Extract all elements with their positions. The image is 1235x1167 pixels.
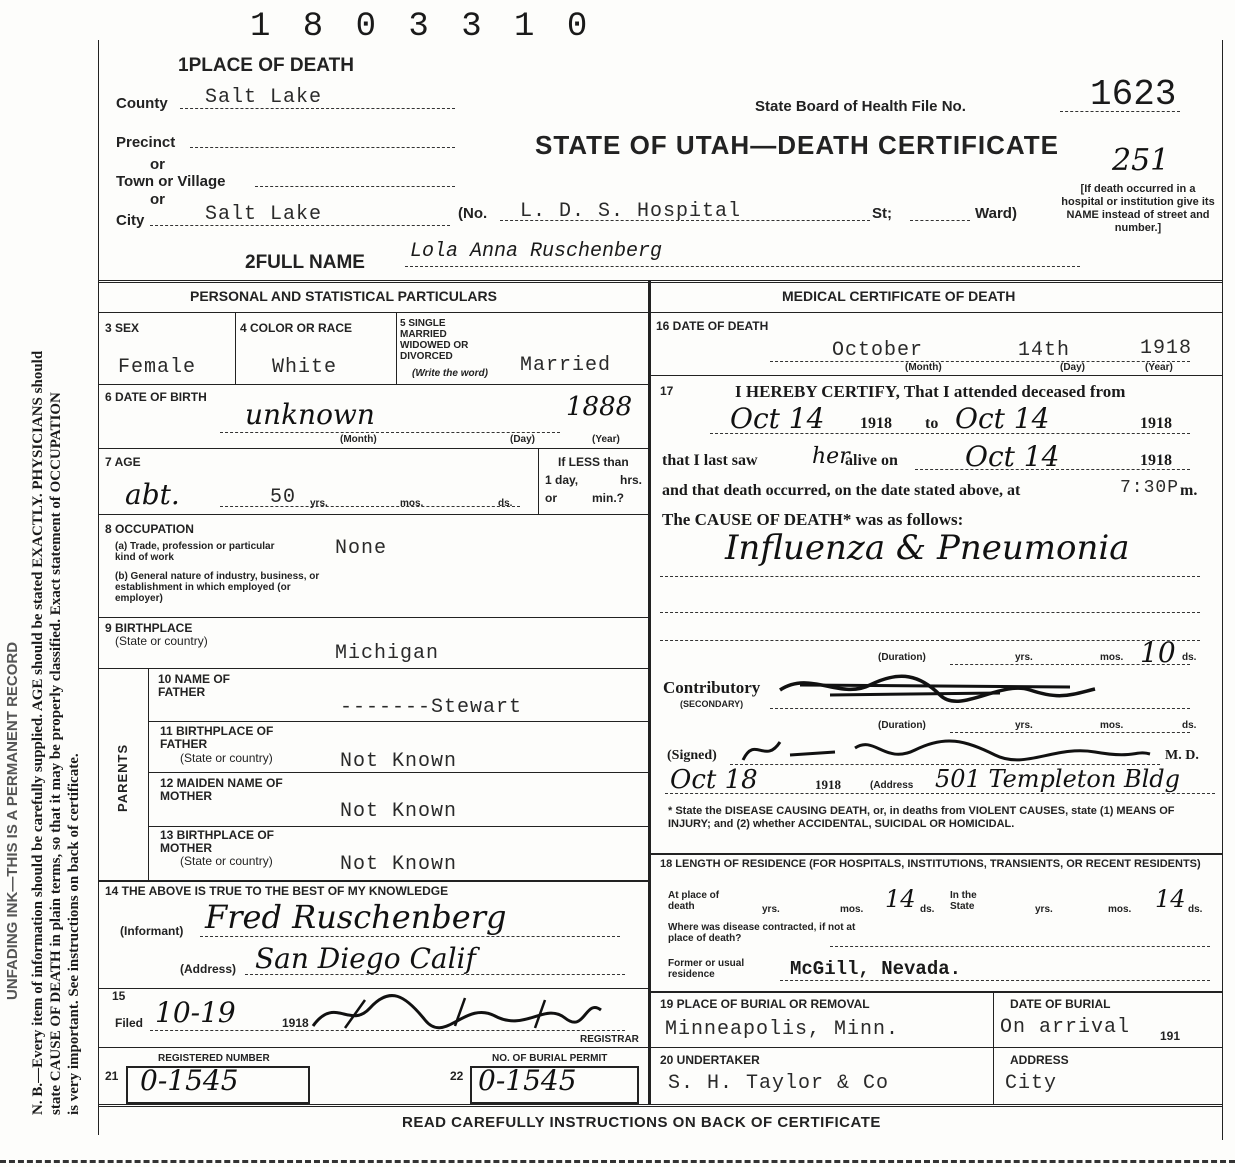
age-mos: mos. — [400, 498, 424, 509]
res-state-mos-value: 14 — [1155, 885, 1186, 913]
city-value: Salt Lake — [205, 203, 323, 226]
mother-birthplace-label: 13 BIRTHPLACE OF MOTHER — [160, 828, 275, 855]
dod-day: 14th — [1018, 339, 1071, 362]
dob-label: 6 DATE OF BIRTH — [105, 390, 207, 404]
dod-month-caption: (Month) — [905, 362, 942, 373]
contributory-label: Contributory — [663, 678, 761, 697]
burial-place-value: Minneapolis, Minn. — [665, 1018, 900, 1041]
dob-day-caption: (Day) — [510, 434, 536, 445]
side-note-line3: is very important. See instructions on back of certificate. — [66, 753, 82, 1115]
registrar-label: REGISTRAR — [580, 1034, 639, 1045]
birthplace-hint: (State or country) — [115, 634, 208, 648]
last-saw-her: her — [812, 444, 850, 469]
full-name-value: Lola Anna Ruschenberg — [410, 240, 663, 263]
alive-on-label: alive on — [845, 452, 898, 469]
undertaker-label: 20 UNDERTAKER — [660, 1053, 760, 1067]
town-label: Town or Village — [116, 173, 226, 190]
parents-label: PARENTS — [115, 743, 130, 812]
duration-yrs-1: yrs. — [1015, 652, 1033, 663]
serial-number: 1 8 0 3 3 1 0 — [250, 8, 594, 46]
marital-hint: (Write the word) — [412, 368, 488, 379]
informant-value: Fred Ruschenberg — [205, 898, 507, 936]
informant-address-label: (Address) — [180, 962, 237, 976]
marital-label: 5 SINGLE MARRIED WIDOWED OR DIVORCED — [400, 318, 469, 362]
hrs-label: hrs. — [620, 473, 643, 487]
or-label-2: or — [150, 191, 165, 208]
or-label: or — [545, 491, 557, 505]
place-of-death-heading: 1PLACE OF DEATH — [178, 55, 354, 76]
one-day-label: 1 day, — [545, 473, 579, 487]
age-value: 50 — [270, 486, 297, 509]
filed-label: Filed — [115, 1016, 144, 1030]
city-label: City — [116, 212, 145, 229]
father-birthplace-value: Not Known — [340, 750, 458, 773]
dob-month-caption: (Month) — [340, 434, 377, 445]
filed-value: 10-19 — [155, 996, 236, 1029]
mother-name-label: 12 MAIDEN NAME OF MOTHER — [160, 776, 283, 803]
sex-value: Female — [118, 356, 197, 379]
or-label-1: or — [150, 156, 165, 173]
residence-label: 18 LENGTH OF RESIDENCE (FOR HOSPITALS, INSTITUTIONS, TRANSIENTS, OR RECENT RESIDENTS) — [660, 858, 1201, 870]
res-place-mos-value: 14 — [885, 885, 916, 913]
date-burial-value: On arrival — [1000, 1016, 1131, 1039]
attended-from: Oct 14 — [730, 402, 825, 435]
last-saw-label: that I last saw — [662, 452, 758, 469]
attended-to: Oct 14 — [955, 402, 1050, 435]
occupation-label: 8 OCCUPATION — [105, 522, 194, 536]
death-time: 7:30P — [1120, 478, 1180, 498]
color-label: 4 COLOR OR RACE — [240, 321, 353, 335]
undertaker-address-value: City — [1005, 1072, 1058, 1095]
duration-label-1: (Duration) — [878, 652, 926, 663]
registered-number-value: 0-1545 — [140, 1064, 239, 1097]
mother-name-value: Not Known — [340, 800, 458, 823]
side-note-line2: state CAUSE OF DEATH in plain terms, so that it may be properly classified. Exact statement of OCCUPATION — [48, 392, 64, 1115]
registered-number-label: REGISTERED NUMBER — [158, 1053, 270, 1064]
contributory-scribble — [770, 665, 1100, 710]
father-value: -------Stewart — [340, 696, 523, 719]
street-no-label: (No. — [458, 205, 488, 222]
cause-value: Influenza & Pneumonia — [725, 528, 1130, 568]
hospital-value: L. D. S. Hospital — [520, 200, 742, 223]
former-residence-value: McGill, Nevada. — [790, 958, 962, 980]
personal-heading: PERSONAL AND STATISTICAL PARTICULARS — [190, 288, 497, 304]
color-value: White — [272, 356, 338, 379]
birthplace-label: 9 BIRTHPLACE — [105, 621, 193, 635]
occupation-value: None — [335, 537, 388, 560]
mother-birthplace-value: Not Known — [340, 853, 458, 876]
date-burial-label: DATE OF BURIAL — [1010, 997, 1111, 1011]
alive-date: Oct 14 — [965, 440, 1060, 473]
duration-ds-2: ds. — [1182, 720, 1197, 731]
handwritten-number: 251 — [1112, 143, 1170, 178]
dod-day-caption: (Day) — [1060, 362, 1086, 373]
side-note-outer: UNFADING INK—THIS IS A PERMANENT RECORD — [4, 641, 21, 1000]
res-place-yrs: yrs. — [762, 904, 780, 915]
full-name-label: 2FULL NAME — [245, 252, 365, 273]
county-label: County — [116, 95, 168, 112]
side-note-line1: N. B.—Every item of information should be carefully supplied. AGE should be stated EXACTLY. PHYSICIANS should — [30, 350, 46, 1115]
md-label: M. D. — [1165, 748, 1199, 763]
duration-label-2: (Duration) — [878, 720, 926, 731]
hospital-note: [If death occurred in a hospital or institution give its NAME instead of street and number.] — [1061, 183, 1215, 234]
signed-label: (Signed) — [667, 748, 717, 763]
dod-month: October — [832, 339, 924, 362]
informant-label: (Informant) — [120, 924, 184, 938]
footer-instructions: READ CAREFULLY INSTRUCTIONS ON BACK OF CERTIFICATE — [402, 1114, 881, 1131]
dob-handwritten: unknown — [245, 398, 375, 431]
former-residence-label: Former or usual residence — [668, 958, 745, 980]
county-value: Salt Lake — [205, 86, 323, 109]
undertaker-value: S. H. Taylor & Co — [668, 1072, 890, 1095]
undertaker-address-label: ADDRESS — [1010, 1053, 1069, 1067]
sign-address-label: (Address — [870, 780, 914, 791]
informant-address-value: San Diego Calif — [255, 942, 476, 975]
file-number-label: State Board of Health File No. — [755, 98, 966, 115]
age-yrs: yrs. — [310, 498, 328, 509]
item-17: 17 — [660, 384, 674, 398]
father-birthplace-hint: (State or country) — [180, 751, 273, 765]
true-statement-label: 14 THE ABOVE IS TRUE TO THE BEST OF MY KNOWLEDGE — [105, 884, 449, 898]
registrar-signature — [305, 990, 605, 1035]
date-burial-year: 191 — [1160, 1029, 1181, 1043]
res-place-mos: mos. — [840, 904, 864, 915]
year-1918-b: 1918 — [1140, 415, 1172, 432]
res-place-ds: ds. — [920, 904, 935, 915]
father-birthplace-label: 11 BIRTHPLACE OF FATHER — [160, 724, 274, 751]
burial-place-label: 19 PLACE OF BURIAL OR REMOVAL — [660, 997, 870, 1011]
in-state-label: In the State — [950, 890, 977, 912]
duration-yrs-2: yrs. — [1015, 720, 1033, 731]
at-place-label: At place of death — [668, 890, 720, 912]
secondary-label: (SECONDARY) — [680, 699, 744, 709]
min-label: min.? — [592, 491, 624, 505]
duration-days: 10 — [1140, 636, 1176, 669]
age-ds: ds. — [498, 498, 513, 509]
filed-number: 15 — [112, 989, 126, 1003]
res-state-ds: ds. — [1188, 904, 1203, 915]
dod-year-caption: (Year) — [1145, 362, 1173, 373]
duration-mos-1: mos. — [1100, 652, 1124, 663]
age-handwritten: abt. — [125, 478, 180, 511]
to-label: to — [925, 415, 939, 432]
mother-birthplace-hint: (State or country) — [180, 854, 273, 868]
dob-year-caption: (Year) — [592, 434, 620, 445]
dod-year: 1918 — [1140, 337, 1193, 360]
dod-label: 16 DATE OF DEATH — [656, 319, 769, 333]
year-1918-a: 1918 — [860, 415, 892, 432]
registered-number-prefix: 21 — [105, 1069, 119, 1083]
sex-label: 3 SEX — [105, 321, 140, 335]
burial-permit-value: 0-1545 — [478, 1064, 577, 1097]
burial-permit-prefix: 22 — [450, 1069, 464, 1083]
year-1918-c: 1918 — [1140, 452, 1172, 469]
occupation-a: (a) Trade, profession or particular kind of work — [115, 541, 275, 563]
sign-address-value: 501 Templeton Bldg — [935, 765, 1181, 793]
file-number-value: 1623 — [1090, 74, 1177, 115]
dob-year: 1888 — [566, 392, 633, 422]
ward-label: Ward) — [975, 205, 1017, 222]
birthplace-value: Michigan — [335, 642, 440, 665]
father-label: 10 NAME OF FATHER — [158, 672, 231, 699]
filed-year: 1918 — [282, 1016, 309, 1030]
duration-mos-2: mos. — [1100, 720, 1124, 731]
occupation-b: (b) General nature of industry, business, or establishment in which employed (or employer) — [115, 571, 320, 604]
res-state-mos: mos. — [1108, 904, 1132, 915]
where-contracted-label: Where was disease contracted, if not at place of death? — [668, 922, 856, 944]
footnote: * State the DISEASE CAUSING DEATH, or, in deaths from VIOLENT CAUSES, state (1) MEANS OF INJURY; and (2) whether ACCIDENTAL, SUICIDAL OR HOMICIDAL. — [668, 805, 1175, 830]
sign-date: Oct 18 — [670, 765, 758, 795]
age-label: 7 AGE — [105, 455, 141, 469]
certificate-title: STATE OF UTAH—DEATH CERTIFICATE — [535, 130, 1059, 160]
res-state-yrs: yrs. — [1035, 904, 1053, 915]
sign-year: 1918 — [815, 777, 841, 792]
cause-label: The CAUSE OF DEATH* was as follows: — [662, 510, 964, 529]
death-occurred-label: and that death occurred, on the date stated above, at — [662, 482, 1021, 499]
less-than-label: If LESS than — [558, 455, 629, 469]
street-label: St; — [872, 205, 892, 222]
duration-ds-1: ds. — [1182, 652, 1197, 663]
certify-text: I HEREBY CERTIFY, That I attended deceased from — [735, 382, 1126, 401]
burial-permit-label: NO. OF BURIAL PERMIT — [492, 1053, 608, 1064]
time-m: m. — [1180, 482, 1198, 499]
marital-value: Married — [520, 354, 612, 377]
medical-heading: MEDICAL CERTIFICATE OF DEATH — [782, 288, 1016, 304]
precinct-label: Precinct — [116, 134, 176, 151]
